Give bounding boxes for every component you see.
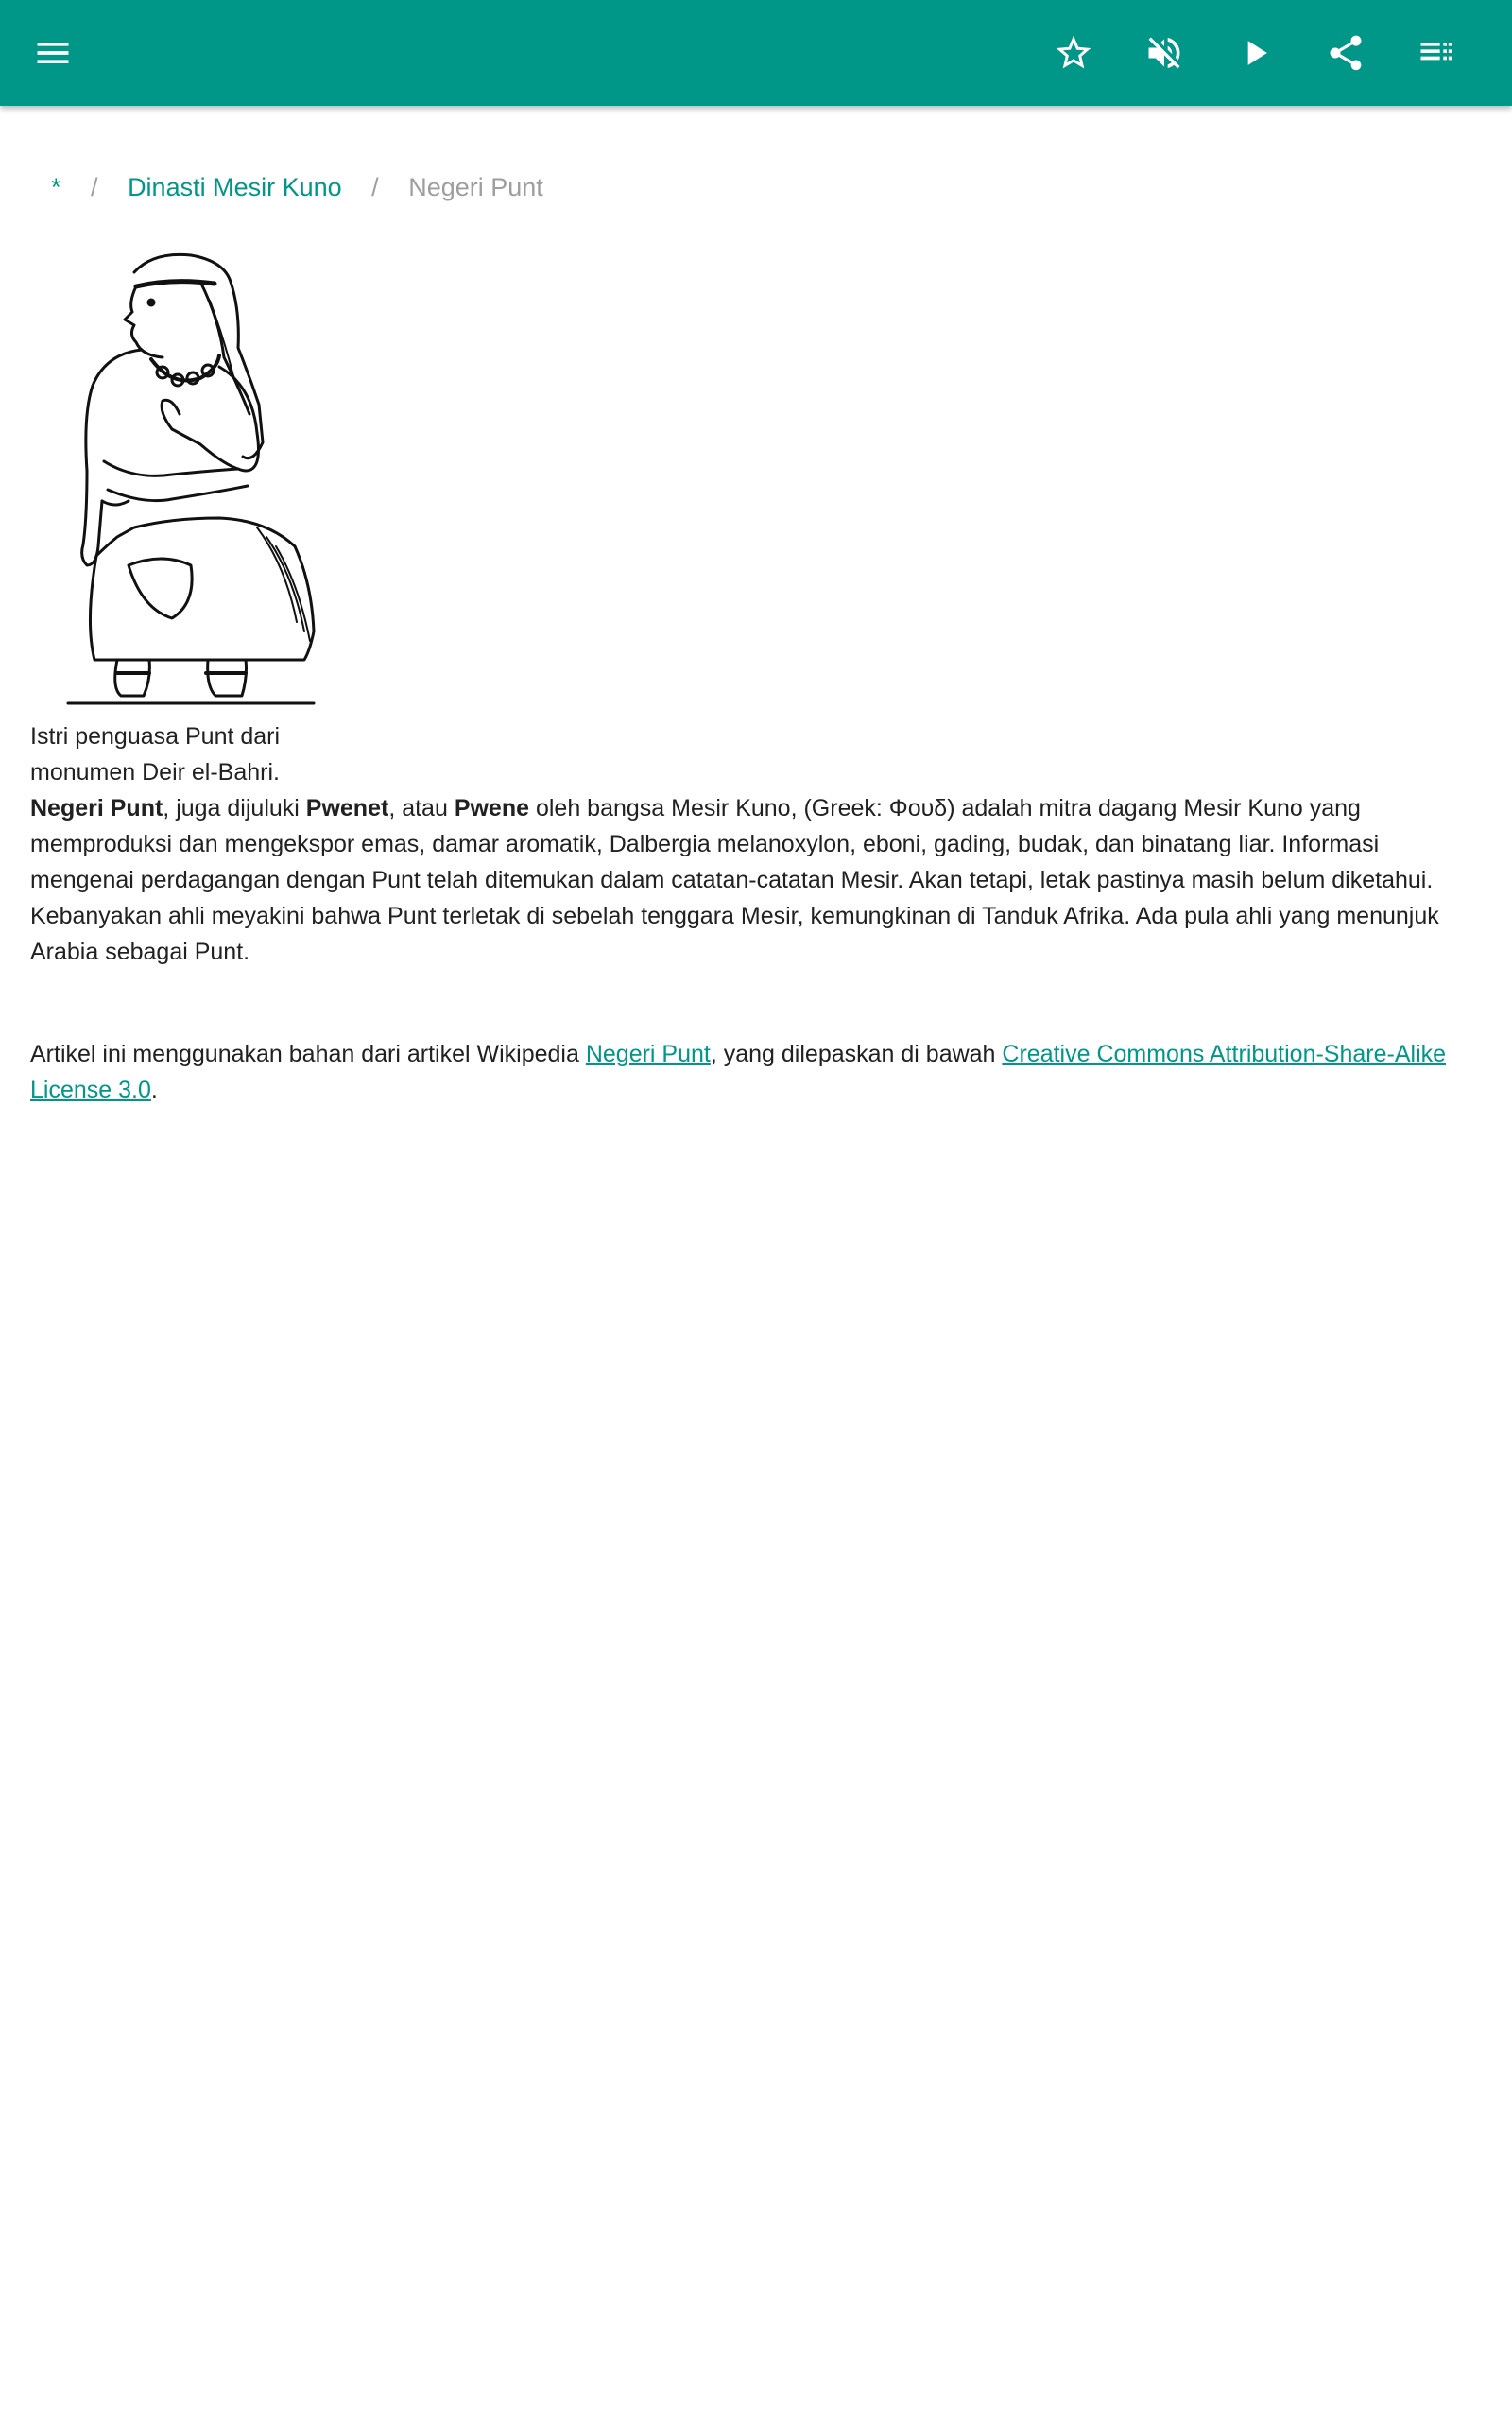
license-link[interactable]: Creative Commons Attribution-Share-Alike License 3.0: [30, 1041, 1447, 1103]
menu-icon: [32, 32, 74, 74]
breadcrumb-separator: /: [371, 173, 379, 201]
article-paragraph: [30, 790, 1476, 970]
attribution-text: .: [150, 1077, 158, 1103]
breadcrumb-current: Negeri Punt: [408, 173, 543, 201]
breadcrumb-home-link[interactable]: *: [51, 173, 61, 201]
article-text: , atau: [388, 795, 455, 821]
article-image[interactable]: [30, 244, 333, 707]
attribution-text: Artikel ini menggunakan bahan dari artikel Wikipedia: [30, 1041, 586, 1067]
punt-queen-illustration: [30, 244, 333, 707]
menu-button[interactable]: [23, 23, 83, 83]
breadcrumb-separator: /: [91, 173, 98, 201]
article-text: oleh bangsa Mesir Kuno, (Greek: Φουδ) adalah mitra dagang Mesir Kuno yang memproduksi dan mengekspor emas, damar aromatik, Dalbergia melanoxylon, eboni, gading, budak, dan binatang liar. Informasi mengenai perdagangan dengan Punt telah ditemukan dalam catatan-catatan Mesir. Akan tetapi, letak pastinya masih belum diketahui. Kebanyakan ahli meyakini bahwa Punt terletak di sebelah tenggara Mesir, kemungkinan di Tanduk Afrika. Ada pula ahli yang menunjuk Arabia sebagai Punt.: [30, 795, 1439, 965]
star-outline-icon: [1053, 32, 1094, 74]
app-bar: [0, 0, 1512, 106]
favorite-button[interactable]: [1043, 23, 1104, 83]
playlist-button[interactable]: [1406, 23, 1467, 83]
attribution-paragraph: [30, 1036, 1476, 1108]
mute-button[interactable]: [1134, 23, 1194, 83]
breadcrumb-parent-link[interactable]: Dinasti Mesir Kuno: [128, 173, 342, 201]
term-pwenet: Pwenet: [305, 795, 389, 821]
play-icon: [1234, 32, 1276, 74]
share-icon: [1325, 32, 1366, 74]
term-pwene: Pwene: [454, 795, 530, 821]
breadcrumb: [51, 168, 543, 206]
wikipedia-article-link[interactable]: Negeri Punt: [585, 1041, 711, 1067]
image-caption: Istri penguasa Punt dari monumen Deir el-Bahri.: [30, 723, 281, 786]
term-negeri-punt: Negeri Punt: [30, 795, 163, 821]
playlist-icon: [1416, 32, 1457, 74]
article-body: [30, 790, 1476, 1108]
attribution-text: , yang dilepaskan di bawah: [710, 1041, 1003, 1067]
share-button[interactable]: [1315, 23, 1376, 83]
play-button[interactable]: [1225, 23, 1285, 83]
volume-off-icon: [1143, 32, 1185, 74]
article-text: , juga dijuluki: [163, 795, 306, 821]
